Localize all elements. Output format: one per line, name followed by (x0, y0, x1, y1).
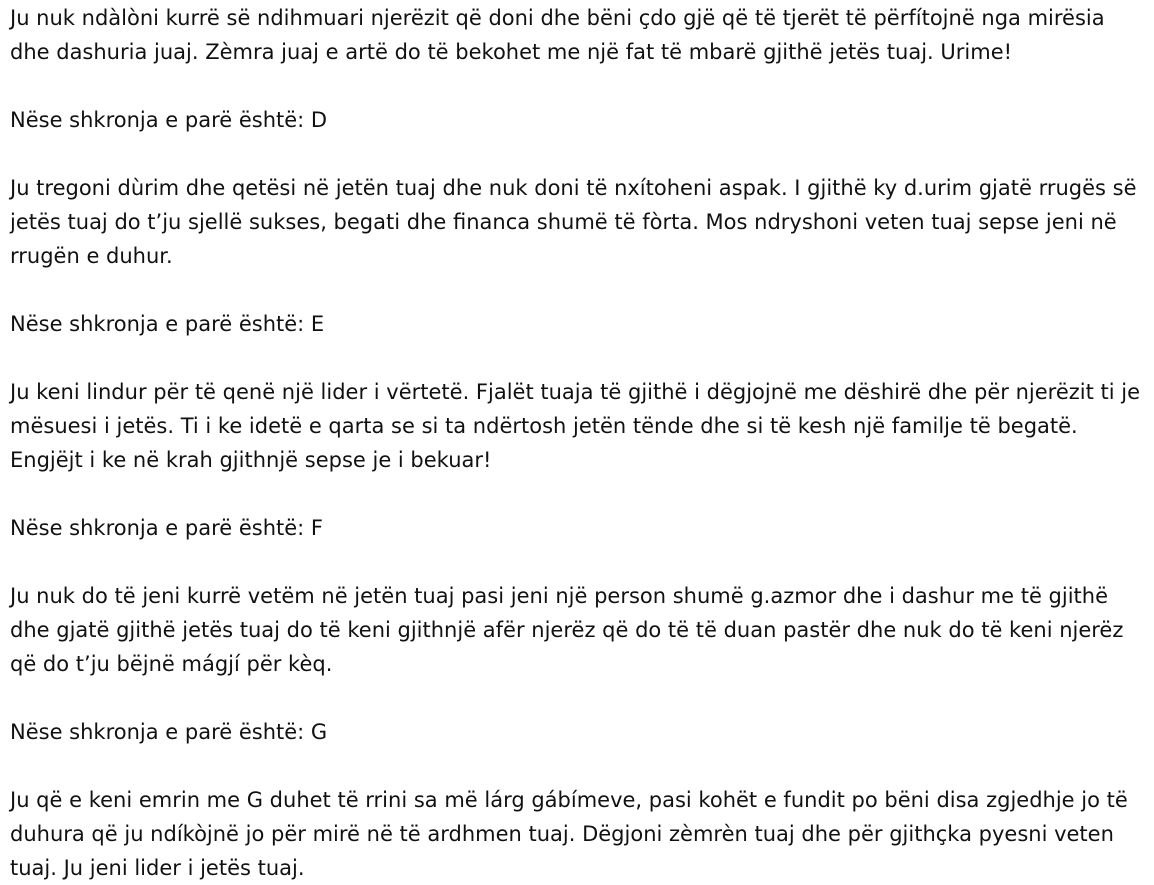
article-paragraph: Ju që e keni emrin me G duhet të rrini sa më lárg gábímeve, pasi kohët e fundit po bëni disa zgjedhje jo të duhura që ju ndíkòjnë jo për mirë në të ardhmen tuaj. Dëgjoni zèmrèn tuaj dhe për gjithçka pyesni veten tuaj. Ju jeni lider i jetës tuaj. (10, 788, 1128, 880)
letter-heading-d: Nëse shkronja e parë është: D (10, 108, 328, 132)
letter-heading-f: Nëse shkronja e parë është: F (10, 516, 324, 540)
letter-heading-g: Nëse shkronja e parë është: G (10, 720, 328, 744)
article-paragraph: Ju nuk do të jeni kurrë vetëm në jetën tuaj pasi jeni një person shumë g.azmor dhe i dashur me të gjithë dhe gjatë gjithë jetës tuaj do të keni gjithnjë afër njerëz që do të të duan pastër dhe nuk do të keni njerëz që do t’ju bëjnë mágjí për kèq. (10, 584, 1124, 676)
letter-heading-e: Nëse shkronja e parë është: E (10, 312, 325, 336)
article-paragraph: Ju keni lindur për të qenë një lider i vërtetë. Fjalët tuaja të gjithë i dëgjojnë me dëshirë dhe për njerëzit ti je mësuesi i jetës. Ti i ke idetë e qarta se si ta ndërtosh jetën tënde dhe si të kesh një familje të begatë. Engjëjt i ke në krah gjithnjë sepse je i bekuar! (10, 380, 1141, 472)
article-paragraph: Ju nuk ndàlòni kurrë së ndihmuari njerëzit që doni dhe bëni çdo gjë që të tjerët të përfítojnë nga mirësia dhe dashuria juaj. Zèmra juaj e artë do të bekohet me një fat të mbarë gjithë jetës tuaj. Urime! (10, 6, 1105, 64)
article-paragraph: Ju tregoni dùrim dhe qetësi në jetën tuaj dhe nuk doni të nxítoheni aspak. I gjithë ky d.urim gjatë rrugës së jetës tuaj do t’ju sjellë sukses, begati dhe financa shumë të fòrta. Mos ndryshoni veten tuaj sepse jeni në rrugën e duhur. (10, 176, 1137, 268)
article-body (0, 1, 1154, 885)
